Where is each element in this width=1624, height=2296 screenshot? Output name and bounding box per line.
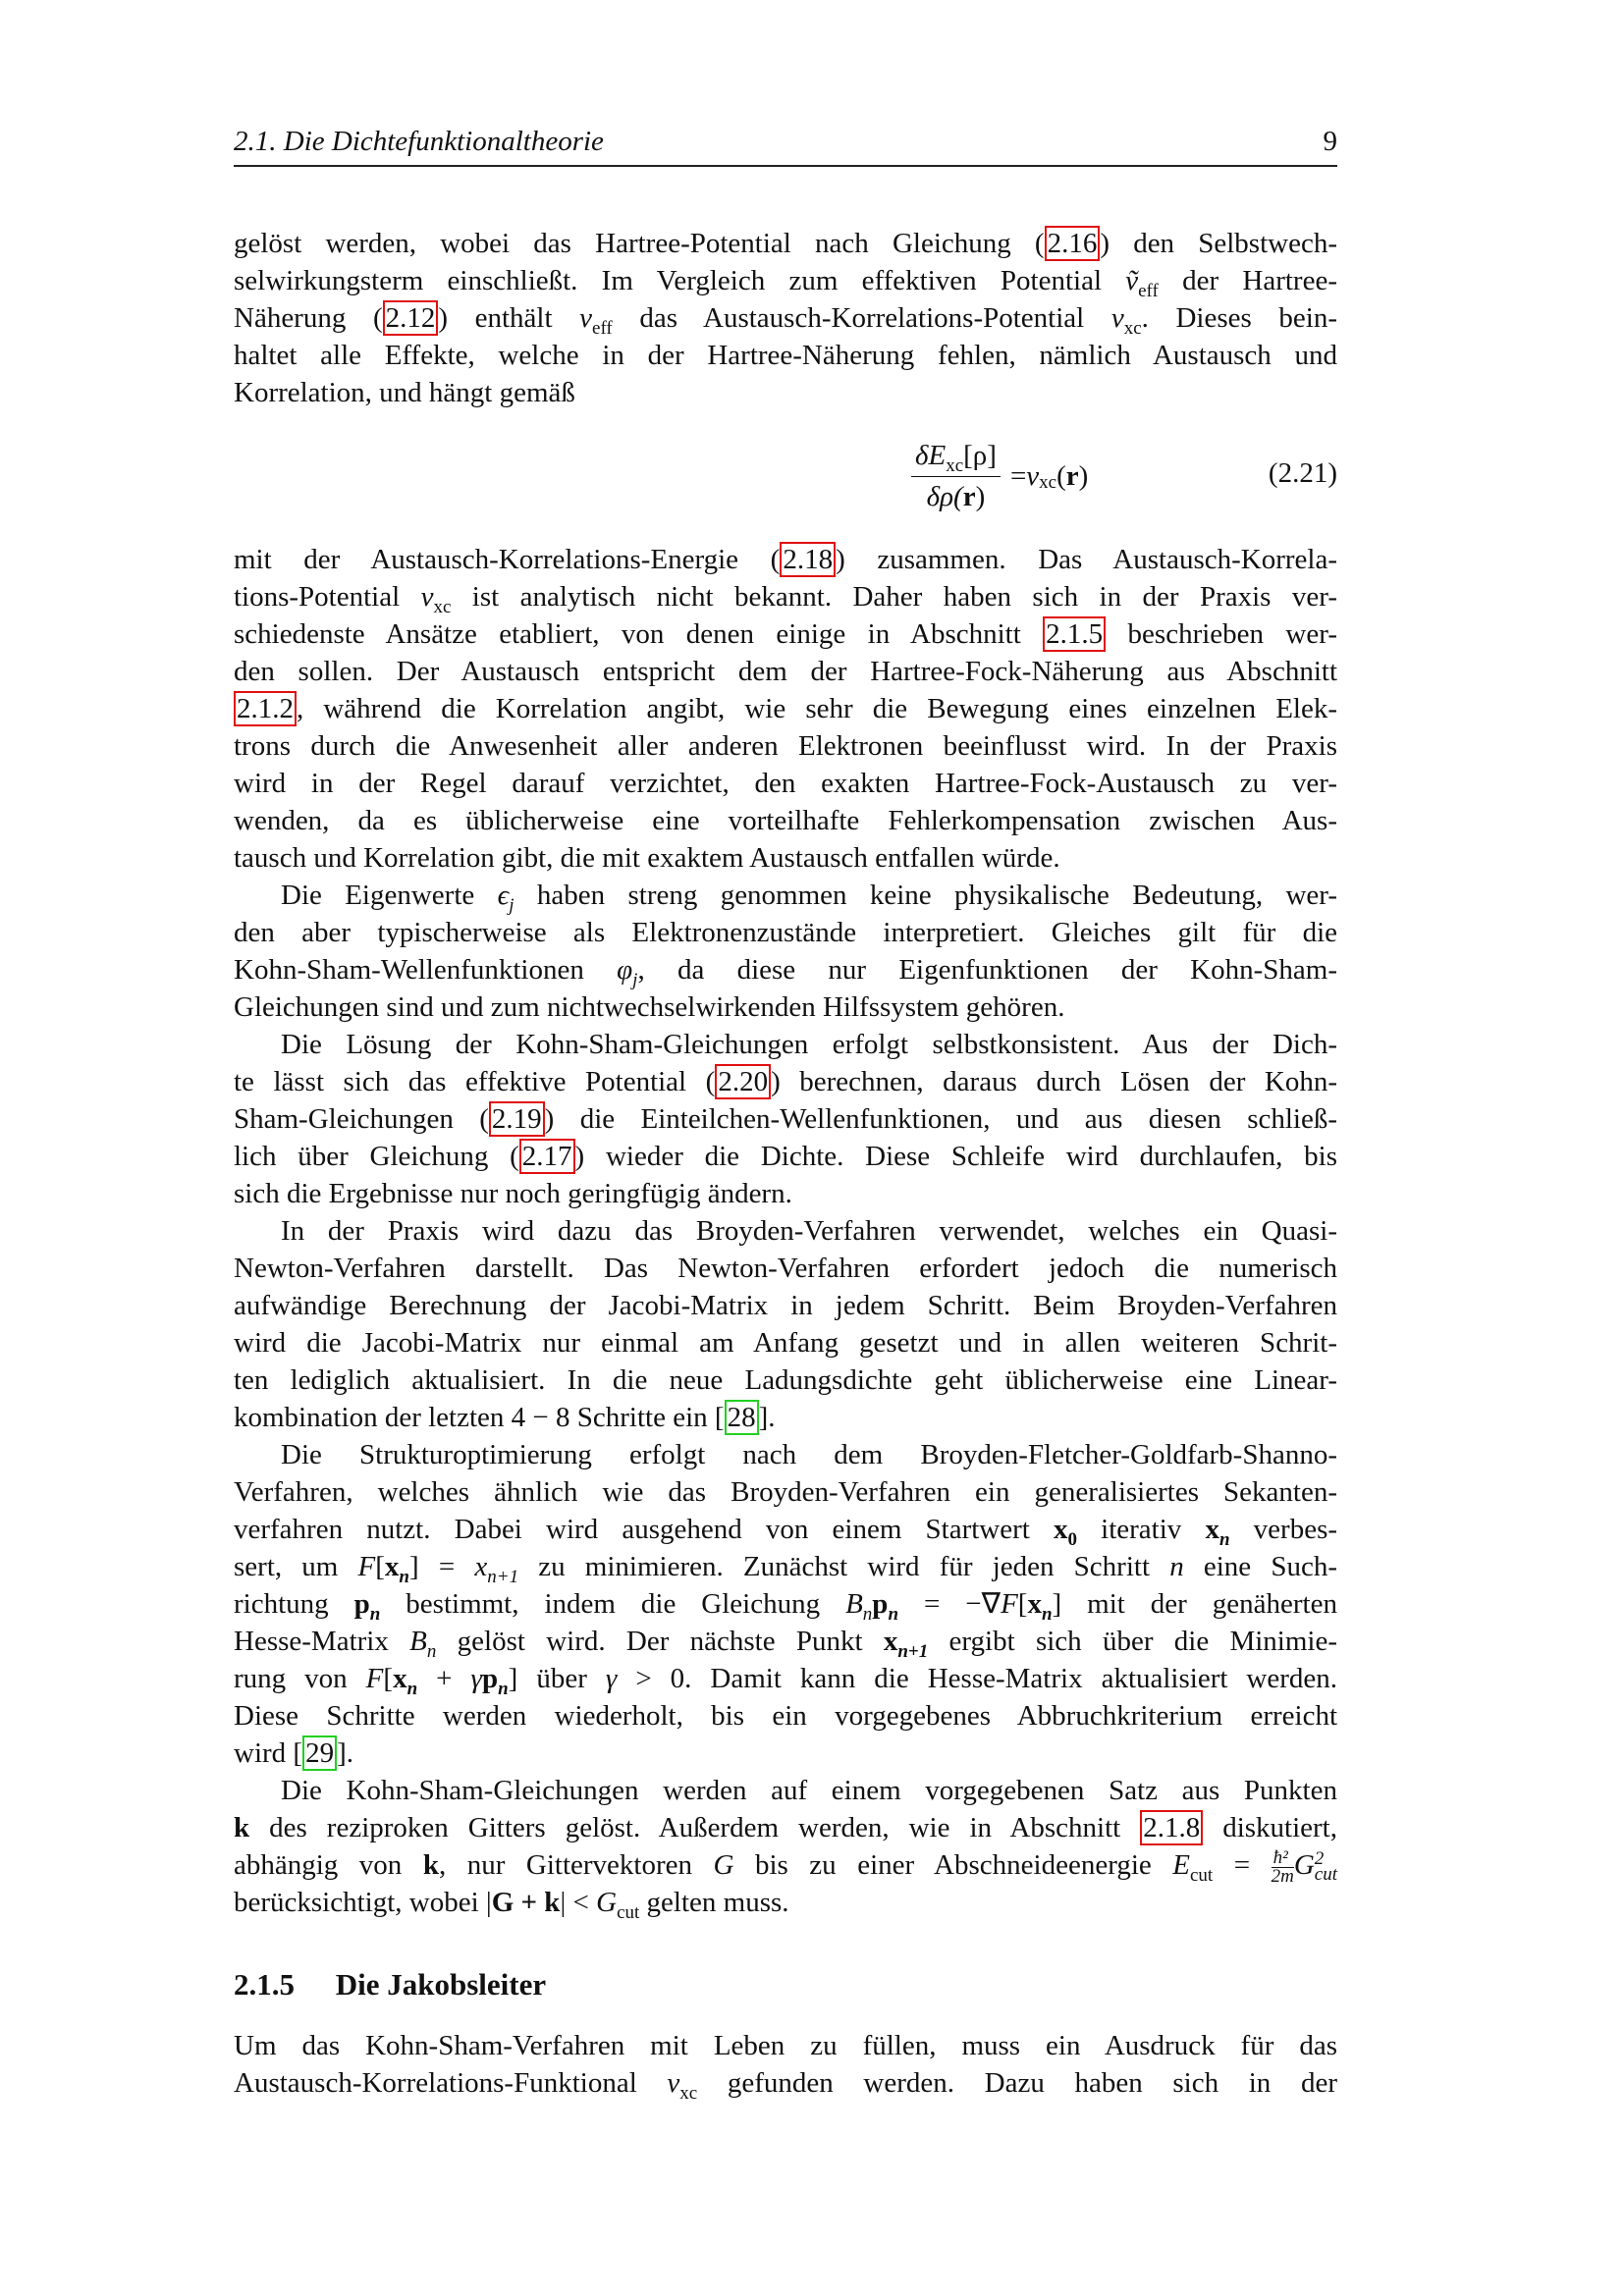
text-line: [234, 1735, 1337, 1772]
text-run: beschrieben wer-: [1106, 618, 1337, 650]
text-run: richtung: [234, 1588, 354, 1620]
text-run: schiedenste Ansätze etabliert, von denen einige in Abschnitt: [234, 618, 1044, 650]
text-line: [234, 1511, 1337, 1548]
math-symbol: [358, 1551, 376, 1582]
math-symbol: [471, 1663, 482, 1694]
math-base: k: [422, 1849, 439, 1881]
eq-rhs-var: v: [1026, 459, 1040, 492]
text-run: Näherung (: [234, 302, 383, 334]
math-subscript: xc: [1123, 318, 1142, 339]
text-run: diskutiert,: [1203, 1812, 1337, 1843]
math-subscript: n+1: [897, 1641, 929, 1662]
text-run: ) den Selbstwech-: [1100, 228, 1337, 259]
text-run: ].: [758, 1402, 776, 1433]
math-base: x: [1054, 1514, 1068, 1545]
math-base: p: [872, 1588, 889, 1620]
math-subscript: j: [632, 970, 638, 990]
math-base: x: [883, 1626, 898, 1657]
section-heading: [234, 1967, 546, 2002]
math-base: x: [393, 1663, 407, 1694]
text-line: [234, 802, 1337, 839]
section-title: Die Jakobsleiter: [335, 1967, 547, 2002]
math-subscript: cut: [1190, 1865, 1214, 1886]
page-number: 9: [1323, 126, 1337, 157]
math-symbol: [497, 880, 514, 916]
text-run: ) berechnen, daraus durch Lösen der Kohn-: [771, 1066, 1337, 1097]
text-run: ) wieder die Dichte. Diese Schleife wird durchlaufen, bis: [574, 1141, 1337, 1172]
text-run: bestimmt, indem die Gleichung: [380, 1588, 846, 1620]
math-symbol: [596, 1887, 640, 1923]
eq-numerator-tail: [ρ]: [963, 439, 997, 471]
math-base: v: [579, 302, 593, 334]
text-line: [234, 1287, 1337, 1324]
text-run: ] über: [508, 1663, 606, 1694]
math-subscript: n+1: [487, 1567, 519, 1587]
math-subscript: xc: [433, 597, 452, 617]
text-line: [234, 337, 1337, 374]
math-symbol: [579, 302, 613, 339]
text-run: Die Eigenwerte: [281, 880, 498, 911]
text-line: [234, 1175, 1337, 1212]
text-line: [234, 1697, 1337, 1735]
text-run: , nur Gittervektoren: [438, 1849, 714, 1881]
math-symbol: [481, 1663, 509, 1699]
math-subscript: n: [1041, 1604, 1053, 1625]
text-line: [234, 1026, 1337, 1063]
text-line: [234, 1324, 1337, 1362]
eq-rhs-open: (: [1056, 459, 1066, 492]
text-line: [234, 839, 1337, 877]
cross-reference-link[interactable]: 2.1.8: [1140, 1810, 1203, 1845]
text-run: +: [417, 1663, 471, 1694]
paragraph-block-1: [234, 225, 1337, 411]
text-run: rung von: [234, 1663, 366, 1694]
math-base: n: [1169, 1551, 1184, 1582]
math-subscript: n: [406, 1679, 418, 1699]
text-line: [234, 374, 1337, 411]
text-run: Kohn-Sham-Wellenfunktionen: [234, 954, 618, 986]
math-symbol: [384, 1551, 409, 1587]
text-line: [234, 1809, 1337, 1846]
math-symbol: [1125, 265, 1159, 301]
cross-reference-link[interactable]: 2.18: [780, 542, 836, 577]
math-base: p: [481, 1663, 499, 1694]
fraction-numerator: ħ²: [1272, 1849, 1294, 1868]
math-symbol: [1054, 1514, 1077, 1550]
cross-reference-link[interactable]: 2.1.2: [234, 691, 297, 726]
eq-rhs-close: ): [1078, 459, 1089, 492]
text-run: tausch und Korrelation gibt, die mit exaktem Austausch entfallen würde.: [234, 842, 1060, 874]
text-run: ] =: [409, 1551, 475, 1582]
text-run: [: [383, 1663, 394, 1694]
text-line: [234, 1212, 1337, 1250]
math-base: x: [474, 1551, 488, 1582]
text-run: Sham-Gleichungen (: [234, 1103, 489, 1135]
text-run: Um das Kohn-Sham-Verfahren mit Leben zu füllen, muss ein Ausdruck für das: [234, 2030, 1337, 2061]
math-symbol: [714, 1849, 734, 1881]
text-line: [234, 225, 1337, 262]
text-run: tions-Potential: [234, 581, 421, 613]
text-line: [234, 541, 1337, 578]
text-line: [234, 1660, 1337, 1697]
text-run: gefunden werden. Dazu haben sich in der: [697, 2067, 1337, 2099]
text-line: [234, 2027, 1337, 2064]
text-run: te lässt sich das effektive Potential (: [234, 1066, 716, 1097]
text-run: Newton-Verfahren darstellt. Das Newton-Verfahren erfordert jedoch die numerisch: [234, 1253, 1337, 1284]
text-run: den aber typischerweise als Elektronenzustände interpretiert. Gleiches gilt für die: [234, 917, 1337, 948]
text-line: [234, 1138, 1337, 1175]
math-subscript: n: [498, 1679, 509, 1699]
citation-link[interactable]: 28: [725, 1400, 759, 1435]
math-subscript: n: [862, 1604, 873, 1625]
math-base: v: [1110, 302, 1124, 334]
math-symbol: [393, 1663, 418, 1699]
text-run: wird die Jacobi-Matrix nur einmal am Anfang gesetzt und in allen weiteren Schrit-: [234, 1327, 1337, 1359]
math-subscript: n: [888, 1604, 899, 1625]
text-run: selwirkungsterm einschließt. Im Vergleich zum effektiven Potential: [234, 265, 1126, 296]
math-base: G: [596, 1887, 618, 1918]
text-line: [234, 951, 1337, 988]
math-symbol: [492, 1887, 561, 1918]
math-symbol: [1110, 302, 1142, 339]
math-subscript: xc: [679, 2083, 698, 2104]
text-run: , während die Korrelation angibt, wie sehr die Bewegung eines einzelnen Elek-: [297, 693, 1337, 724]
text-run: haben streng genommen keine physikalische Bedeutung, wer-: [514, 880, 1337, 911]
text-run: verbes-: [1229, 1514, 1338, 1545]
text-run: bis zu einer Abschneideenergie: [733, 1849, 1173, 1881]
math-symbol: [1027, 1588, 1053, 1625]
math-base: B: [845, 1588, 863, 1620]
text-run: mit der Austausch-Korrelations-Energie (: [234, 544, 781, 575]
text-run: trons durch die Anwesenheit aller anderen Elektronen beeinflusst wird. In der Praxis: [234, 730, 1337, 762]
text-line: [234, 1063, 1337, 1100]
text-run: Die Lösung der Kohn-Sham-Gleichungen erfolgt selbstkonsistent. Aus der Dich-: [281, 1029, 1337, 1060]
text-line: [234, 1100, 1337, 1138]
math-base: F: [365, 1663, 384, 1694]
text-run: wird [: [234, 1737, 303, 1769]
text-run: = −∇: [898, 1588, 1001, 1620]
text-run: Die Kohn-Sham-Gleichungen werden auf einem vorgegebenen Satz aus Punkten: [281, 1775, 1337, 1806]
math-base: F: [357, 1551, 376, 1582]
text-line: [234, 988, 1337, 1026]
text-run: =: [1213, 1849, 1272, 1881]
math-base: B: [409, 1626, 427, 1657]
math-base: v: [420, 581, 434, 613]
math-symbol: [872, 1588, 899, 1625]
text-run: Gleichungen sind und zum nichtwechselwirkenden Hilfssystem gehören.: [234, 991, 1065, 1023]
text-run: ) enthält: [438, 302, 580, 334]
text-run: . Dieses bein-: [1141, 302, 1337, 334]
cross-reference-link[interactable]: 2.17: [519, 1139, 575, 1174]
paragraph-block-3: [234, 2027, 1337, 2102]
math-symbol: [409, 1626, 437, 1662]
eq-numerator-sub: xc: [946, 454, 964, 476]
math-symbol: [606, 1663, 617, 1694]
equation-2-21: $\delta E_{xc}[\rho]$ δρ(r) = v xc ( r ) (2.21): [234, 432, 1337, 520]
eq-denominator: δρ(: [926, 480, 963, 512]
math-base: ṽ: [1125, 265, 1139, 296]
math-base: F: [1001, 1588, 1018, 1620]
math-symbol: [1293, 1848, 1337, 1886]
text-line: [234, 765, 1337, 802]
eq-rhs-bold: r: [1065, 459, 1079, 492]
math-symbol: [1001, 1588, 1018, 1620]
math-symbol: [617, 954, 638, 990]
text-run: Diese Schritte werden wiederholt, bis ein vorgegebenes Abbruchkriterium erreicht: [234, 1700, 1337, 1732]
text-line: [234, 262, 1337, 299]
equation-fraction: [911, 440, 1001, 513]
cross-reference-link[interactable]: 2.12: [383, 300, 439, 336]
math-base: x: [1027, 1588, 1042, 1620]
text-run: > 0. Damit kann die Hesse-Matrix aktualisiert werden.: [617, 1663, 1338, 1694]
text-run: ) zusammen. Das Austausch-Korrela-: [836, 544, 1337, 575]
math-subscript: cut: [617, 1902, 640, 1923]
eq-numerator: δE: [915, 439, 947, 471]
fraction-denominator: 2m: [1271, 1865, 1294, 1887]
text-line: [234, 615, 1337, 653]
math-base: φ: [617, 954, 633, 986]
text-run: zu minimieren. Zunächst wird für jeden Schritt: [518, 1551, 1170, 1582]
text-line: [234, 1399, 1337, 1436]
text-line: [234, 2064, 1337, 2102]
text-run: des reziproken Gitters gelöst. Außerdem werden, wie in Abschnitt: [249, 1812, 1141, 1843]
math-base: γ: [605, 1663, 618, 1694]
text-run: ) die Einteilchen-Wellenfunktionen, und aus diesen schließ-: [544, 1103, 1337, 1135]
math-symbol: [1172, 1849, 1214, 1886]
text-line: [234, 1362, 1337, 1399]
text-run: wenden, da es üblicherweise eine vorteilhafte Fehlerkompensation zwischen Aus-: [234, 805, 1337, 836]
math-base: ϵ: [497, 880, 510, 911]
math-subscript: cut: [1314, 1864, 1337, 1886]
inline-fraction: [1271, 1846, 1294, 1887]
text-run: ist analytisch nicht bekannt. Daher haben sich in der Praxis ver-: [451, 581, 1337, 613]
text-line: [234, 1548, 1337, 1585]
text-line: [234, 914, 1337, 951]
math-subscript: n: [369, 1604, 381, 1625]
citation-link[interactable]: 29: [302, 1735, 337, 1771]
math-base: G + k: [491, 1887, 561, 1918]
cross-reference-link[interactable]: 2.16: [1045, 226, 1101, 261]
math-base: E: [1172, 1849, 1190, 1881]
text-run: eine Such-: [1183, 1551, 1337, 1582]
text-line: [234, 1846, 1337, 1887]
text-run: abhängig von: [234, 1849, 423, 1881]
math-symbol: [420, 581, 452, 617]
text-run: verfahren nutzt. Dabei wird ausgehend von einem Startwert: [234, 1514, 1054, 1545]
text-line: [234, 1473, 1337, 1511]
math-symbol: [1169, 1551, 1184, 1582]
text-run: aufwändige Berechnung der Jacobi-Matrix in jedem Schritt. Beim Broyden-Verfahren: [234, 1290, 1337, 1321]
text-run: gelöst werden, wobei das Hartree-Potential nach Gleichung (: [234, 228, 1045, 259]
math-subscript: n: [399, 1567, 409, 1587]
math-subscript: 0: [1067, 1529, 1077, 1550]
math-symbol: [353, 1588, 381, 1625]
math-subscript: n: [426, 1641, 437, 1662]
text-run: lich über Gleichung (: [234, 1141, 519, 1172]
text-line: [234, 727, 1337, 765]
text-run: Austausch-Korrelations-Funktional: [234, 2067, 668, 2099]
math-subscript: eff: [1138, 281, 1159, 301]
math-subscript: eff: [592, 318, 613, 339]
eq-denominator-bold: r: [962, 480, 976, 512]
text-run: Verfahren, welches ähnlich wie das Broyden-Verfahren ein generalisiertes Sekanten-: [234, 1476, 1337, 1508]
text-line: [234, 1623, 1337, 1660]
text-run: [: [1017, 1588, 1028, 1620]
text-run: wird in der Regel darauf verzichtet, den exakten Hartree-Fock-Austausch zu ver-: [234, 768, 1337, 799]
text-line: [234, 653, 1337, 690]
text-run: der Hartree-: [1158, 265, 1337, 296]
paragraph-block-2: [234, 541, 1337, 1921]
text-run: , da diese nur Eigenfunktionen der Kohn-Sham-: [637, 954, 1337, 986]
math-base: p: [353, 1588, 370, 1620]
text-line: [234, 1585, 1337, 1623]
math-symbol: [883, 1626, 929, 1662]
text-line: [234, 299, 1337, 337]
math-base: γ: [470, 1663, 482, 1694]
math-symbol: [423, 1849, 439, 1881]
text-run: Korrelation, und hängt gemäß: [234, 377, 575, 408]
math-symbol: [1205, 1514, 1230, 1550]
text-run: ] mit der genäherten: [1052, 1588, 1337, 1620]
math-subscript: j: [509, 895, 514, 916]
eq-equals: =: [1009, 459, 1027, 492]
text-run: ].: [337, 1737, 353, 1769]
text-run: den sollen. Der Austausch entspricht dem der Hartree-Fock-Näherung aus Abschnitt: [234, 656, 1337, 687]
math-base: G: [1293, 1849, 1315, 1881]
header-section-title: 2.1. Die Dichtefunktionaltheorie: [234, 126, 604, 157]
math-subscript: n: [1218, 1529, 1230, 1550]
text-run: [: [375, 1551, 385, 1582]
math-superscript: 2: [1314, 1848, 1325, 1870]
math-scripts: [1314, 1848, 1337, 1886]
text-line: [234, 1436, 1337, 1473]
text-run: iterativ: [1077, 1514, 1206, 1545]
math-symbol: [667, 2067, 698, 2104]
math-base: x: [1205, 1514, 1219, 1545]
cross-reference-link[interactable]: 2.19: [489, 1101, 545, 1137]
text-run: gelöst wird. Der nächste Punkt: [436, 1626, 884, 1657]
text-run: das Austausch-Korrelations-Potential: [612, 302, 1111, 334]
text-line: [234, 690, 1337, 727]
text-run: sich die Ergebnisse nur noch geringfügig ändern.: [234, 1178, 792, 1209]
text-run: Die Strukturoptimierung erfolgt nach dem Broyden-Fletcher-Goldfarb-Shanno-: [281, 1439, 1337, 1470]
text-line: [234, 1250, 1337, 1287]
math-base: k: [234, 1812, 250, 1843]
text-run: Hesse-Matrix: [234, 1626, 410, 1657]
text-line: [234, 877, 1337, 914]
math-symbol: [234, 1812, 249, 1843]
cross-reference-link[interactable]: 2.20: [715, 1064, 771, 1099]
math-symbol: [845, 1588, 873, 1625]
text-run: gelten muss.: [639, 1887, 789, 1918]
math-base: v: [667, 2067, 680, 2099]
text-run: sert, um: [234, 1551, 358, 1582]
text-run: ergibt sich über die Minimie-: [928, 1626, 1338, 1657]
equation-number: (2.21): [1268, 457, 1337, 489]
text-run: ten lediglich aktualisiert. In die neue Ladungsdichte geht üblicherweise eine Linear-: [234, 1364, 1337, 1396]
text-line: [234, 1884, 1337, 1921]
text-line: [234, 578, 1337, 615]
math-base: G: [713, 1849, 734, 1881]
eq-denominator-tail: ): [975, 480, 986, 512]
text-run: In der Praxis wird dazu das Broyden-Verfahren verwendet, welches ein Quasi-: [281, 1215, 1337, 1247]
running-header: [234, 126, 1337, 167]
cross-reference-link[interactable]: 2.1.5: [1043, 616, 1106, 652]
math-symbol: [474, 1551, 519, 1587]
text-run: | <: [560, 1887, 597, 1918]
text-run: berücksichtigt, wobei |: [234, 1887, 492, 1918]
text-run: kombination der letzten 4 − 8 Schritte ein [: [234, 1402, 725, 1433]
math-base: x: [384, 1551, 400, 1582]
section-number: 2.1.5: [234, 1967, 295, 2002]
math-symbol: [366, 1663, 384, 1694]
text-line: [234, 1772, 1337, 1809]
text-run: haltet alle Effekte, welche in der Hartree-Näherung fehlen, nämlich Austausch und: [234, 340, 1337, 371]
